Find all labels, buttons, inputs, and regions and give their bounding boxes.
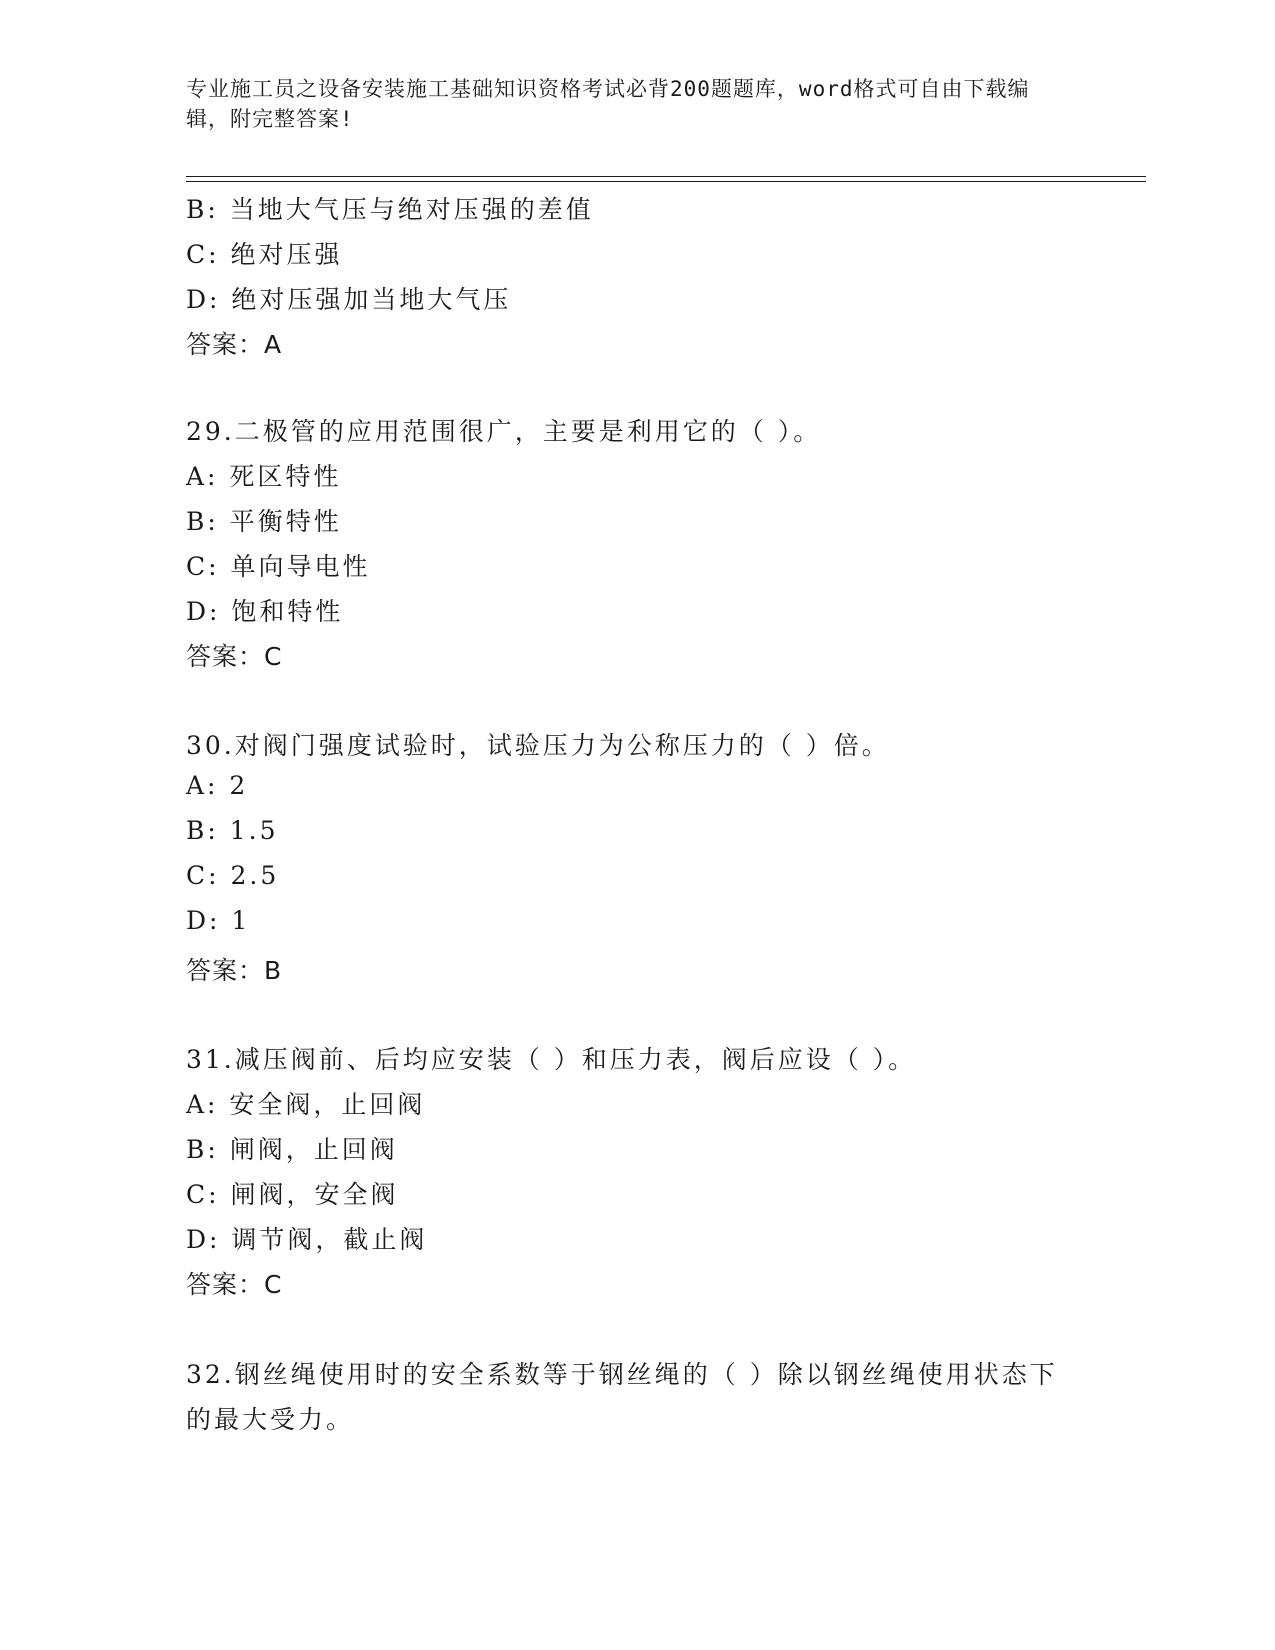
q31-question: 31.减压阀前、后均应安装（ ）和压力表，阀后应设（ ）。 <box>186 1045 917 1074</box>
q30-option-b: B: 1.5 <box>186 816 279 845</box>
header-divider-bottom <box>186 181 1146 182</box>
q28-option-b: B: 当地大气压与绝对压强的差值 <box>186 195 594 224</box>
q30-option-a: A: 2 <box>186 771 249 800</box>
q30-option-c: C: 2.5 <box>186 861 280 890</box>
document-title: 专业施工员之设备安装施工基础知识资格考试必背200题题库，word格式可自由下载编辑，附完整答案! <box>186 77 1030 131</box>
q29-option-a: A: 死区特性 <box>186 462 342 491</box>
q31-option-a: A: 安全阀，止回阀 <box>186 1090 426 1119</box>
q29-question: 29.二极管的应用范围很广，主要是利用它的（ ）。 <box>186 417 822 446</box>
q32-question: 32.钢丝绳使用时的安全系数等于钢丝绳的（ ）除以钢丝绳使用状态下的最大受力。 <box>186 1360 1058 1434</box>
q28-option-c: C: 绝对压强 <box>186 240 343 269</box>
q28-answer: 答案：A <box>186 330 283 359</box>
q29-option-d: D: 饱和特性 <box>186 597 344 626</box>
q31-option-b: B: 闸阀，止回阀 <box>186 1135 398 1164</box>
q30-question: 30.对阀门强度试验时，试验压力为公称压力的（ ）倍。 <box>186 731 890 760</box>
q31-option-d: D: 调节阀，截止阀 <box>186 1225 428 1254</box>
header-divider-top <box>186 176 1146 177</box>
q30-option-d: D: 1 <box>186 906 251 935</box>
q28-option-d: D: 绝对压强加当地大气压 <box>186 285 512 314</box>
q31-option-c: C: 闸阀，安全阀 <box>186 1180 399 1209</box>
q30-answer: 答案：B <box>186 956 283 985</box>
q29-answer: 答案：C <box>186 642 283 671</box>
q29-option-b: B: 平衡特性 <box>186 507 342 536</box>
q31-answer: 答案：C <box>186 1270 283 1299</box>
q29-option-c: C: 单向导电性 <box>186 552 371 581</box>
